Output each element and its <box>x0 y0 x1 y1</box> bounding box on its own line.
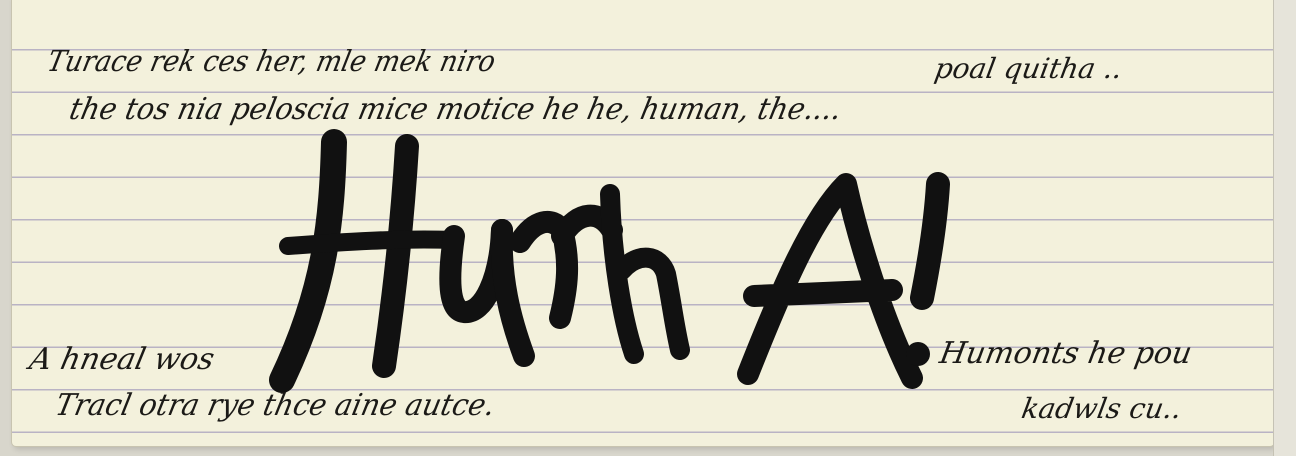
exclamation-bar <box>922 184 938 298</box>
handwriting-line-bottom-1: A hneal wos <box>26 342 218 377</box>
exclamation-dot <box>906 342 930 366</box>
letter-a <box>748 184 912 378</box>
letter-h-bar <box>288 239 452 246</box>
handwriting-line-top-right: poal quitha .. <box>932 52 1125 85</box>
page-edge <box>1273 0 1296 456</box>
letter-h-left <box>282 142 334 380</box>
big-handwritten-word <box>262 118 952 398</box>
handwriting-line-top-2: the tos nia peloscia mice motice he he, human, the.... <box>66 92 845 127</box>
handwriting-line-bottom-right-1: Humonts he pou <box>936 336 1195 371</box>
big-word-strokes <box>262 118 952 398</box>
handwriting-line-top-1: Turace rek ces her, mle mek niro <box>44 44 499 78</box>
handwriting-line-bottom-right-2: kadwls cu.. <box>1019 392 1185 425</box>
letter-h-right <box>384 146 407 366</box>
letter-small-h <box>610 194 680 354</box>
handwriting-line-bottom-2: Tracl otra rye thce aine autce. <box>52 388 499 423</box>
letter-m <box>502 216 612 356</box>
